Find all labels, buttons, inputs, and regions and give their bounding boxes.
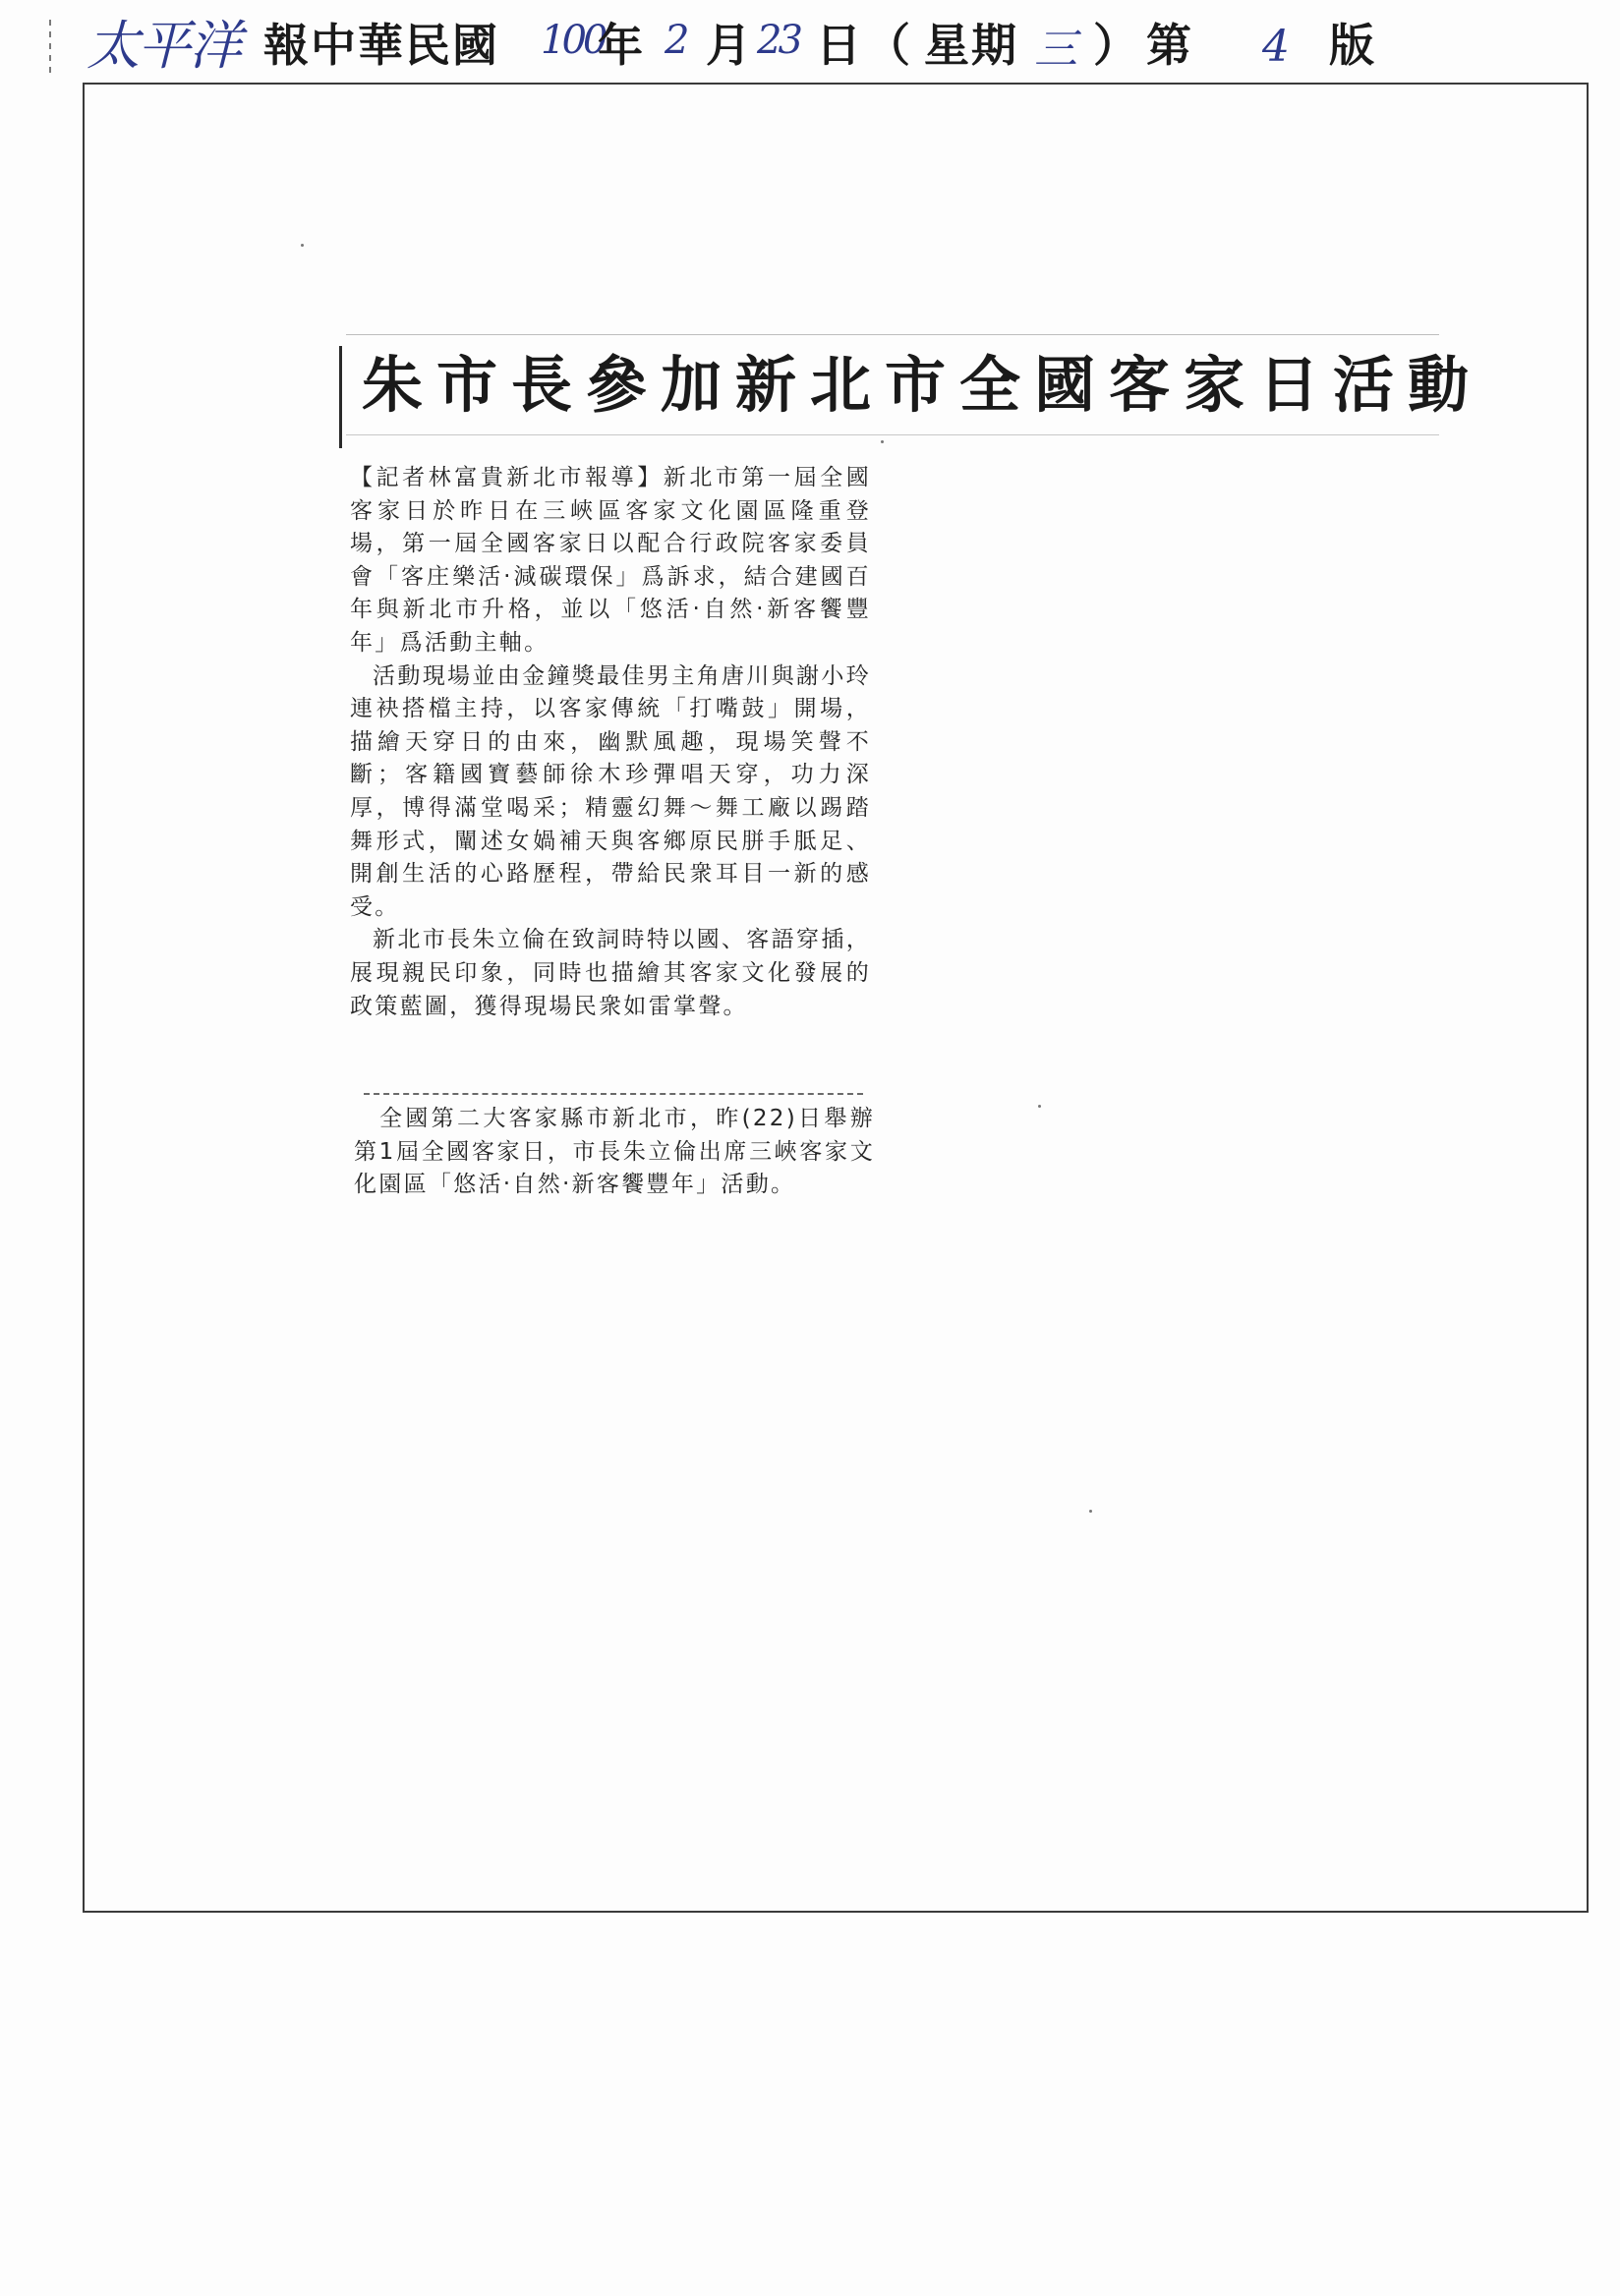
weekday-open-paren: （ <box>865 19 910 72</box>
headline-side-bar <box>339 346 342 448</box>
weekday-close-paren: ） <box>1093 19 1138 72</box>
article-paragraph-3: 新北市長朱立倫在致詞時特以國、客語穿插，展現親民印象，同時也描繪其客家文化發展的政策藍圖，獲得現場民衆如雷掌聲。 <box>350 927 871 1019</box>
printed-weekday-label: 星期 <box>924 19 1018 72</box>
scan-dust <box>881 440 884 443</box>
printed-month-label: 月 <box>706 19 751 72</box>
headline-bottom-rule <box>346 434 1439 435</box>
scan-dust <box>301 244 304 247</box>
headline-top-rule <box>346 334 1439 335</box>
article-paragraph-1: 【記者林富貴新北市報導】新北市第一屆全國客家日於昨日在三峽區客家文化園區隆重登場，第一屆全國客家日以配合行政院客家委員會「客庄樂活‧減碳環保」爲訴求，結合建國百年與新北市升格，並以「悠活‧自然‧新客饗豐年」爲活動主軸。 <box>350 465 871 656</box>
handwritten-page-number: 4 <box>1262 22 1290 72</box>
handwritten-paper-name: 太平洋 <box>87 15 240 77</box>
clipping-header <box>0 0 1620 79</box>
printed-year-label: 年 <box>598 19 643 72</box>
handwritten-weekday: 三 <box>1034 25 1077 75</box>
scan-dust <box>1038 1105 1041 1108</box>
handwritten-year: 100 <box>541 18 605 63</box>
article-paragraph-2: 活動現場並由金鐘獎最佳男主角唐川與謝小玲連袂搭檔主持，以客家傳統「打嘴鼓」開場，描繪天穿日的由來，幽默風趣，現場笑聲不斷；客籍國寶藝師徐木珍彈唱天穿，功力深厚，博得滿堂喝采；精靈幻舞～舞工廠以踢踏舞形式，闡述女媧補天與客鄉原民胼手胝足、開創生活的心路歷程，帶給民衆耳目一新的感受。 <box>350 662 871 920</box>
printed-page-label: 第 <box>1146 19 1191 72</box>
scan-dust <box>1089 1510 1092 1513</box>
printed-edition-label: 版 <box>1329 19 1374 72</box>
article-body <box>350 462 871 1023</box>
handwritten-day: 23 <box>757 18 799 63</box>
printed-paper-label: 報中華民國 <box>263 19 499 72</box>
caption-divider <box>364 1093 863 1096</box>
photo-caption: 全國第二大客家縣市新北市，昨(22)日舉辦第1屆全國客家日，市長朱立倫出席三峽客家文化園區「悠活‧自然‧新客饗豐年」活動。 <box>354 1106 875 1198</box>
handwritten-month: 2 <box>665 18 690 63</box>
article-headline: 朱市長參加新北市全國客家日活動 <box>362 349 1483 421</box>
printed-day-label: 日 <box>816 19 861 72</box>
